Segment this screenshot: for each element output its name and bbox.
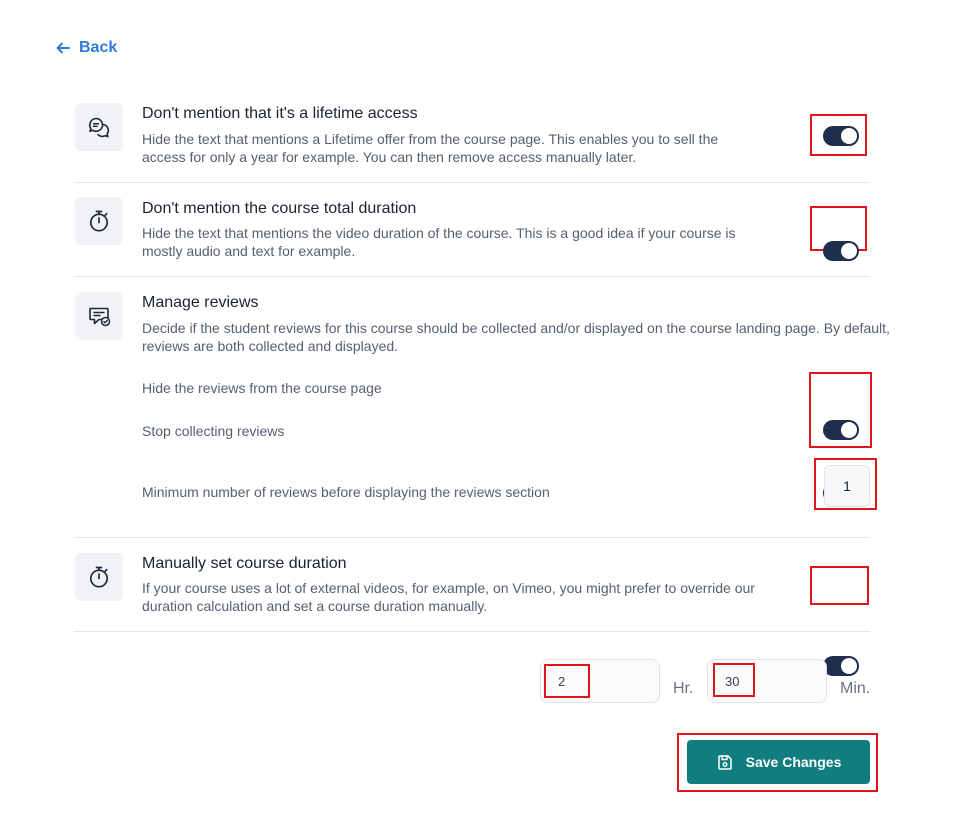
min-reviews-label: Minimum number of reviews before displaying the reviews section bbox=[142, 484, 550, 500]
manual-duration-title: Manually set course duration bbox=[142, 555, 347, 572]
hide-reviews-label: Hide the reviews from the course page bbox=[142, 380, 382, 396]
divider bbox=[74, 276, 870, 277]
save-changes-button[interactable] bbox=[687, 740, 870, 784]
save-icon bbox=[716, 753, 734, 771]
review-check-icon bbox=[75, 292, 123, 340]
save-label: Save Changes bbox=[745, 754, 842, 770]
stopwatch-icon bbox=[75, 553, 123, 601]
lifetime-access-toggle[interactable] bbox=[823, 126, 859, 146]
reviews-description: Decide if the student reviews for this course should be collected and/or displayed on the course landing page. By default, reviews are both collected and displayed. bbox=[142, 320, 890, 354]
manual-duration-toggle[interactable] bbox=[823, 656, 859, 676]
min-reviews-input[interactable]: 1 bbox=[824, 465, 870, 507]
stopwatch-icon bbox=[75, 197, 123, 245]
reviews-title: Manage reviews bbox=[142, 294, 259, 311]
hours-unit: Hr. bbox=[673, 680, 694, 697]
duration-title: Don't mention the course total duration bbox=[142, 200, 417, 217]
back-link[interactable] bbox=[55, 39, 117, 57]
minutes-value: 30 bbox=[725, 674, 740, 689]
duration-description: Hide the text that mentions the video duration of the course. This is a good idea if your course is mostly audio and text for example. bbox=[142, 225, 736, 259]
total-duration-toggle[interactable] bbox=[823, 241, 859, 261]
lifetime-description: Hide the text that mentions a Lifetime offer from the course page. This enables you to sell the access for only a year for example. You can then remove access manually later. bbox=[142, 131, 719, 165]
lifetime-title: Don't mention that it's a lifetime access bbox=[142, 105, 418, 122]
hide-reviews-toggle[interactable] bbox=[823, 420, 859, 440]
manual-duration-description: If your course uses a lot of external videos, for example, on Vimeo, you might prefer to override our duration calculation and set a course duration manually. bbox=[142, 580, 755, 614]
hours-value: 2 bbox=[558, 674, 566, 689]
divider bbox=[74, 631, 870, 632]
minutes-unit: Min. bbox=[840, 680, 871, 697]
chat-bubbles-icon bbox=[75, 103, 123, 151]
arrow-left-icon bbox=[55, 40, 71, 56]
divider bbox=[74, 537, 870, 538]
stop-reviews-label: Stop collecting reviews bbox=[142, 423, 285, 439]
back-label: Back bbox=[79, 39, 118, 56]
divider bbox=[74, 182, 870, 183]
highlight-manual-toggle bbox=[810, 566, 869, 605]
highlight-hours-value bbox=[544, 664, 590, 698]
